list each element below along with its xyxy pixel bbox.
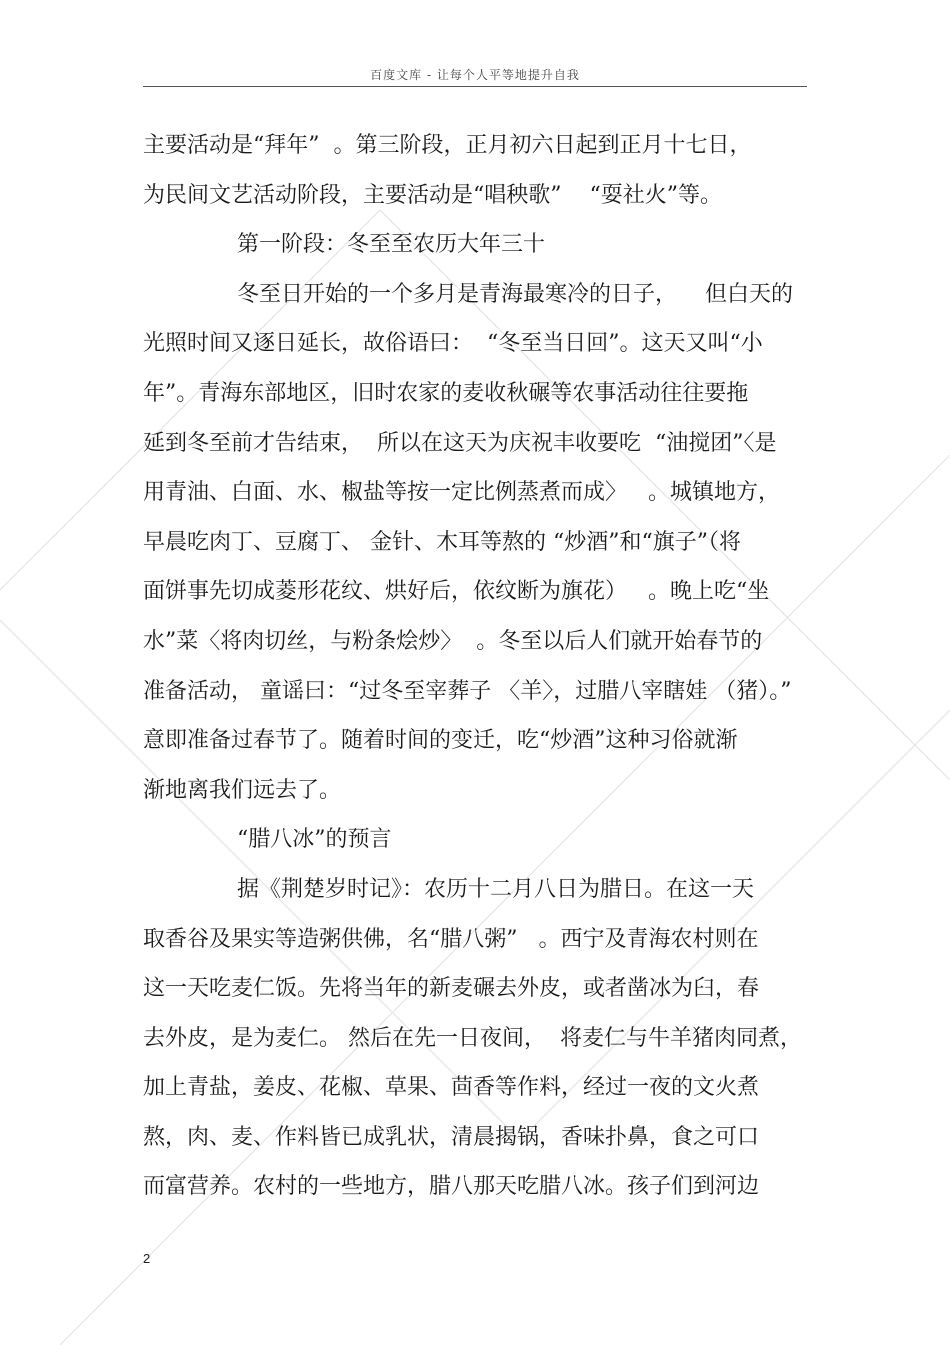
- paragraph-line: 取香谷及果实等造粥供佛，名“腊八粥” 。西宁及青海农村则在: [143, 926, 759, 952]
- paragraph-line: 去外皮，是为麦仁。 然后在先一日夜间， 将麦仁与牛羊猪肉同煮，: [143, 1025, 802, 1051]
- paragraph-line: 延到冬至前才告结束， 所以在这天为庆祝丰收要吃 “油搅团”〈是: [143, 430, 777, 456]
- paragraph-line: 用青油、白面、水、椒盐等按一定比例蒸煮而成〉 。城镇地方，: [143, 480, 780, 506]
- paragraph-line: 而富营养。农村的一些地方，腊八那天吃腊八冰。孩子们到河边: [143, 1174, 760, 1200]
- paragraph-line: 年”。青海东部地区，旧时农家的麦收秋碾等农事活动往往要拖: [143, 380, 749, 406]
- paragraph-line: 冬至日开始的一个多月是青海最寒冷的日子， 但白天的: [237, 281, 793, 307]
- paragraph-line: 熬，肉、麦、作料皆已成乳状，清晨揭锅，香味扑鼻，食之可口: [143, 1124, 760, 1150]
- paragraph-line: 渐地离我们远去了。: [143, 777, 342, 803]
- paragraph-line: 水”菜〈将肉切丝，与粉条烩炒〉 。冬至以后人们就开始春节的: [143, 628, 763, 654]
- paragraph-line: 光照时间又逐日延长，故俗语曰： “冬至当日回”。这天又叫“小: [143, 331, 763, 357]
- header-divider: [143, 86, 807, 87]
- paragraph-line: 据《荆楚岁时记》：农历十二月八日为腊日。在这一天: [237, 876, 755, 902]
- document-body: [143, 121, 813, 1212]
- paragraph-line: 早晨吃肉丁、豆腐丁、 金针、木耳等熬的 “炒酒”和“旗子”（将: [143, 529, 741, 555]
- section-heading: 第一阶段：冬至至农历大年三十: [237, 232, 546, 258]
- paragraph-line: 意即准备过春节了。随着时间的变迁，吃“炒酒”这种习俗就渐: [143, 728, 738, 754]
- paragraph-line: 这一天吃麦仁饭。先将当年的新麦碾去外皮，或者凿冰为臼，春: [143, 976, 760, 1002]
- paragraph-line: 面饼事先切成菱形花纹、烘好后，依纹断为旗花） 。晚上吃“坐: [143, 579, 770, 605]
- paragraph-line: 加上青盐，姜皮、花椒、草果、茴香等作料，经过一夜的文火煮: [143, 1075, 760, 1101]
- paragraph-line: 主要活动是“拜年” 。第三阶段，正月初六日起到正月十七日，: [143, 133, 752, 158]
- paragraph-line: 准备活动， 童谣曰：“过冬至宰葬子 〈羊〉，过腊八宰瞎娃 （猪）。”: [143, 678, 792, 704]
- paragraph-line: 为民间文艺活动阶段，主要活动是“唱秧歌” “耍社火”等。: [143, 182, 722, 208]
- section-heading: “腊八冰”的预言: [237, 827, 392, 853]
- page-header: 百度文库 - 让每个人平等地提升自我: [370, 68, 580, 82]
- page-number: 2: [143, 1251, 151, 1266]
